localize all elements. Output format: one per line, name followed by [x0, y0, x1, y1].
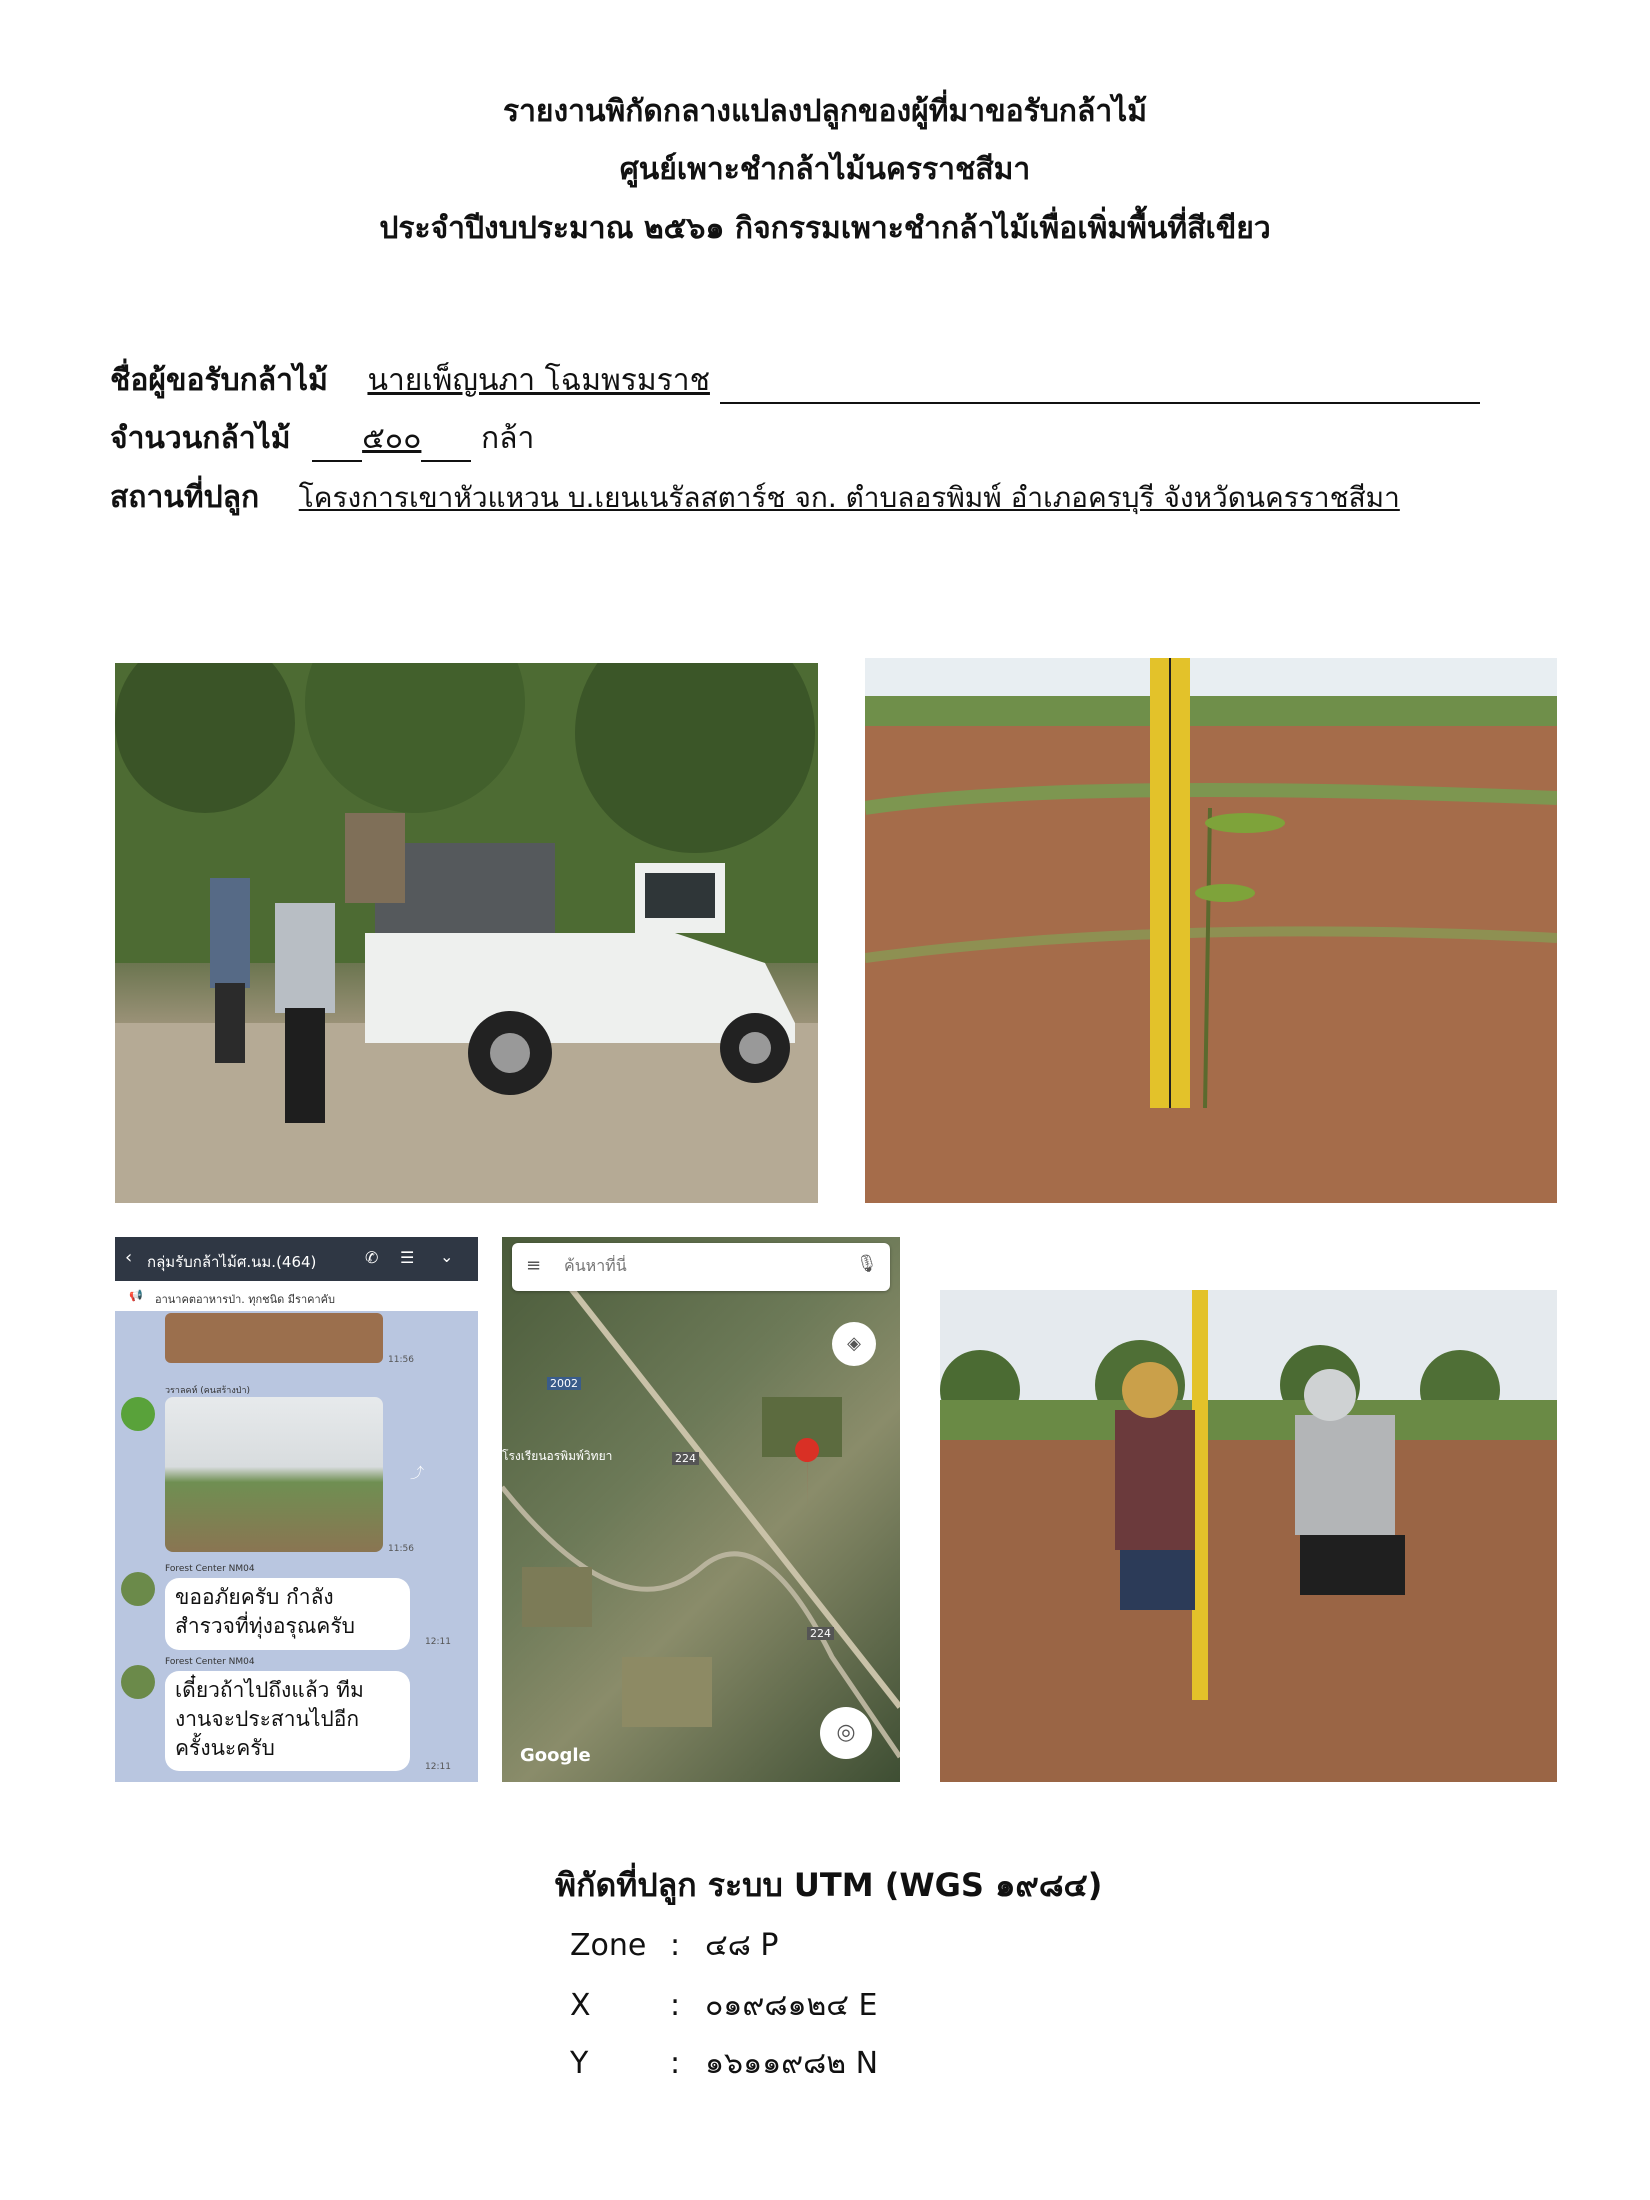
coordinate-y: [570, 2040, 878, 2087]
quantity-row: [110, 415, 534, 462]
road-label-224-south: 224: [807, 1627, 834, 1640]
x-value: ๐๑๙๘๑๒๔ E: [705, 1988, 878, 2023]
road-label-2002: 2002: [547, 1377, 581, 1390]
chat-sender-1: วราลคห์ (คนสร้างป่า): [165, 1386, 251, 1396]
quantity-label: จำนวนกล้าไม้: [110, 421, 291, 456]
map-search-input[interactable]: [562, 1255, 826, 1276]
chat-message-1: ขออภัยครับ กำลัง สำรวจที่ทุ่งอรุณครับ: [165, 1578, 410, 1650]
avatar[interactable]: [121, 1665, 155, 1699]
school-label: โรงเรียนอรพิมพ์วิทยา: [502, 1449, 613, 1463]
photo-seedling-pickup: [115, 663, 818, 1203]
chat-screenshot: [115, 1237, 478, 1782]
map-search-bar[interactable]: [512, 1243, 890, 1291]
chat-time-1: 11:56: [388, 1355, 414, 1365]
announcement-text: อานาคตอาหารป่า. ทุกชนิด มีราคาคับ: [155, 1293, 336, 1306]
menu-icon[interactable]: ≡: [526, 1255, 542, 1276]
report-subtitle-center: ศูนย์เพาะชำกล้าไม้นครราชสีมา: [619, 152, 1031, 187]
recipient-value: นายเพ็ญนภา โฉมพรมราช: [367, 363, 710, 398]
chevron-down-icon[interactable]: ⌄: [440, 1247, 454, 1266]
recipient-row: [110, 357, 1480, 404]
back-icon[interactable]: ‹: [125, 1247, 133, 1268]
coordinates-title: พิกัดที่ปลูก ระบบ UTM (WGS ๑๙๘๔): [555, 1866, 1103, 1904]
ruler-photo-illustration: [865, 658, 1557, 1203]
phone-icon[interactable]: ✆: [365, 1248, 379, 1267]
x-label: X: [570, 1988, 591, 2023]
location-value: โครงการเขาหัวแหวน บ.เยนเนรัลสตาร์ช จก. ตำบลอรพิมพ์ อำเภอครบุรี จังหวัดนครราชสีมา: [298, 481, 1400, 514]
quantity-underline-left: [312, 460, 362, 462]
chat-message-2: เดี๋ยวถ้าไปถึงแล้ว ทีม งานจะประสานไปอีก ครั้งนะครับ: [165, 1671, 410, 1771]
chat-sender-3: Forest Center NM04: [165, 1657, 255, 1667]
location-row: [110, 474, 1400, 521]
quantity-underline-right: [421, 460, 471, 462]
share-icon[interactable]: ⤴: [410, 1466, 424, 1482]
locate-icon[interactable]: ◎: [820, 1707, 872, 1759]
y-separator: :: [670, 2046, 681, 2081]
chat-title: กลุ่มรับกล้าไม้ศ.นม.(464): [147, 1253, 317, 1271]
google-logo: Google: [520, 1745, 591, 1766]
map-screenshot: [502, 1237, 900, 1782]
location-label: สถานที่ปลูก: [110, 480, 260, 515]
satellite-map: [502, 1237, 900, 1782]
y-value: ๑๖๑๑๙๘๒ N: [705, 2046, 879, 2081]
coordinate-x: [570, 1982, 878, 2029]
photo-site-survey: [940, 1290, 1557, 1782]
announcement-bar[interactable]: [115, 1281, 478, 1311]
avatar[interactable]: [121, 1397, 155, 1431]
recipient-underline: [720, 402, 1480, 404]
y-label: Y: [570, 2046, 589, 2081]
zone-label: Zone: [570, 1928, 647, 1963]
chat-header: [115, 1237, 478, 1281]
chat-sender-2: Forest Center NM04: [165, 1564, 255, 1574]
layers-icon[interactable]: ◈: [832, 1322, 876, 1366]
microphone-icon[interactable]: 🎙: [856, 1254, 878, 1274]
report-title: รายงานพิกัดกลางแปลงปลูกของผู้ที่มาขอรับกล้าไม้: [502, 94, 1148, 129]
chat-time-4: 12:11: [425, 1762, 451, 1772]
quantity-value: ๕๐๐: [362, 421, 422, 456]
recipient-label: ชื่อผู้ขอรับกล้าไม้: [110, 363, 328, 398]
x-separator: :: [670, 1988, 681, 2023]
photo-seedling-measurement: [865, 658, 1557, 1203]
survey-photo-illustration: [940, 1290, 1557, 1782]
avatar[interactable]: [121, 1572, 155, 1606]
truck-photo-illustration: [115, 663, 818, 1203]
chat-image-1[interactable]: [165, 1313, 383, 1363]
megaphone-icon: 📢: [129, 1289, 143, 1302]
chat-time-3: 12:11: [425, 1637, 451, 1647]
zone-value: ๔๘ P: [705, 1928, 779, 1963]
zone-separator: :: [670, 1928, 681, 1963]
chat-image-2[interactable]: [165, 1397, 383, 1552]
chat-time-2: 11:56: [388, 1544, 414, 1554]
road-label-224-north: 224: [672, 1452, 699, 1465]
coordinate-zone: [570, 1922, 778, 1969]
report-subtitle-budget: ประจำปีงบประมาณ ๒๕๖๑ กิจกรรมเพาะชำกล้าไม้เพื่อเพิ่มพื้นที่สีเขียว: [379, 211, 1271, 246]
quantity-unit: กล้า: [480, 421, 535, 456]
notes-icon[interactable]: ☰: [400, 1248, 415, 1267]
